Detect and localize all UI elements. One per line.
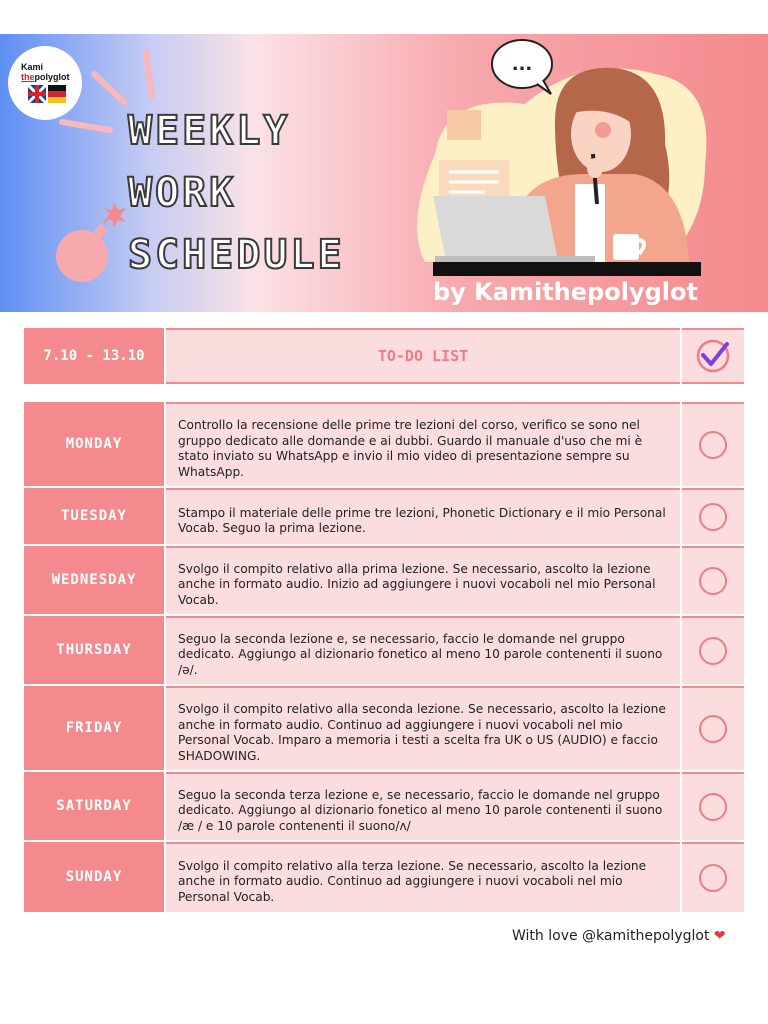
todo-list-header: TO-DO LIST bbox=[166, 328, 680, 384]
day-label: MONDAY bbox=[24, 402, 164, 486]
checkbox-circle-icon[interactable] bbox=[699, 503, 727, 531]
check-cell bbox=[682, 402, 744, 486]
check-cell bbox=[682, 488, 744, 544]
checkbox-circle-icon[interactable] bbox=[699, 567, 727, 595]
day-label: TUESDAY bbox=[24, 488, 164, 544]
day-label: WEDNESDAY bbox=[24, 546, 164, 614]
table-row bbox=[24, 842, 744, 912]
title-line-2: WORK bbox=[128, 170, 237, 216]
table-row bbox=[24, 686, 744, 770]
footer-text: With love @kamithepolyglot bbox=[512, 928, 710, 944]
checked-circle-icon[interactable] bbox=[694, 337, 732, 375]
title-line-3: SCHEDULE bbox=[128, 232, 345, 278]
table-row bbox=[24, 616, 744, 684]
header-banner bbox=[0, 34, 768, 312]
checkbox-circle-icon[interactable] bbox=[699, 637, 727, 665]
task-text: Controllo la recensione delle prime tre lezioni del corso, verifico se sono nel gruppo dedicato alle domande e ai dubbi. Guardo il manuale d'uso che mi è stato inviato su WhatsApp e invio il mio video di presentazione sempre su WhatsApp. bbox=[166, 402, 680, 486]
table-row bbox=[24, 772, 744, 840]
table-row bbox=[24, 546, 744, 614]
task-text: Seguo la seconda terza lezione e, se necessario, faccio le domande nel gruppo dedicato. Aggiungo al dizionario fonetico al meno 10 parole contenenti il suono /æ / e 10 parole contenenti il suono/ʌ/ bbox=[166, 772, 680, 840]
day-label: FRIDAY bbox=[24, 686, 164, 770]
task-text: Svolgo il compito relativo alla prima lezione. Se necessario, ascolto la lezione anche in formato audio. Inizio ad aggiungere i nuovi vocaboli nel mio Personal Vocab. bbox=[166, 546, 680, 614]
task-text: Svolgo il compito relativo alla seconda lezione. Se necessario, ascolto la lezione anche in formato audio. Continuo ad aggiungere i nuovi vocaboli nel mio Personal Vocab. Imparo a memoria i testi a scelta fra UK o US (AUDIO) e faccio SHADOWING. bbox=[166, 686, 680, 770]
byline: by Kamithepolyglot bbox=[433, 278, 698, 306]
checkbox-circle-icon[interactable] bbox=[699, 864, 727, 892]
woman-laptop-illustration-icon bbox=[405, 34, 768, 312]
footer bbox=[512, 928, 726, 944]
heart-icon: ❤ bbox=[713, 928, 726, 944]
checkbox-circle-icon[interactable] bbox=[699, 715, 727, 743]
day-label: SUNDAY bbox=[24, 842, 164, 912]
date-range: 7.10 - 13.10 bbox=[24, 328, 164, 384]
brand-logo bbox=[8, 46, 82, 120]
checkbox-circle-icon[interactable] bbox=[699, 431, 727, 459]
speech-bubble-text: ... bbox=[511, 54, 533, 75]
title-line-1: WEEKLY bbox=[128, 108, 291, 154]
task-text: Stampo il materiale delle prime tre lezioni, Phonetic Dictionary e il mio Personal Vocab. Seguo la prima lezione. bbox=[166, 488, 680, 544]
logo-line1: Kami bbox=[21, 62, 44, 72]
check-cell bbox=[682, 772, 744, 840]
day-label: SATURDAY bbox=[24, 772, 164, 840]
logo-line2-suffix: polyglot bbox=[34, 72, 70, 82]
checkbox-circle-icon[interactable] bbox=[699, 793, 727, 821]
flags-icon bbox=[28, 85, 68, 105]
check-cell bbox=[682, 616, 744, 684]
task-text: Seguo la seconda lezione e, se necessario, faccio le domande nel gruppo dedicato. Aggiungo al dizionario fonetico al meno 10 parole contenenti il suono /ə/. bbox=[166, 616, 680, 684]
check-cell bbox=[682, 546, 744, 614]
task-text: Svolgo il compito relativo alla terza lezione. Se necessario, ascolto la lezione anche in formato audio. Continuo ad aggiungere i nuovi vocaboli nel mio Personal Vocab. bbox=[166, 842, 680, 912]
table-row bbox=[24, 402, 744, 486]
table-row bbox=[24, 488, 744, 544]
header-check-cell bbox=[682, 328, 744, 384]
logo-line2-prefix: the bbox=[21, 72, 35, 82]
check-cell bbox=[682, 686, 744, 770]
day-label: THURSDAY bbox=[24, 616, 164, 684]
page-title bbox=[128, 100, 345, 286]
check-cell bbox=[682, 842, 744, 912]
